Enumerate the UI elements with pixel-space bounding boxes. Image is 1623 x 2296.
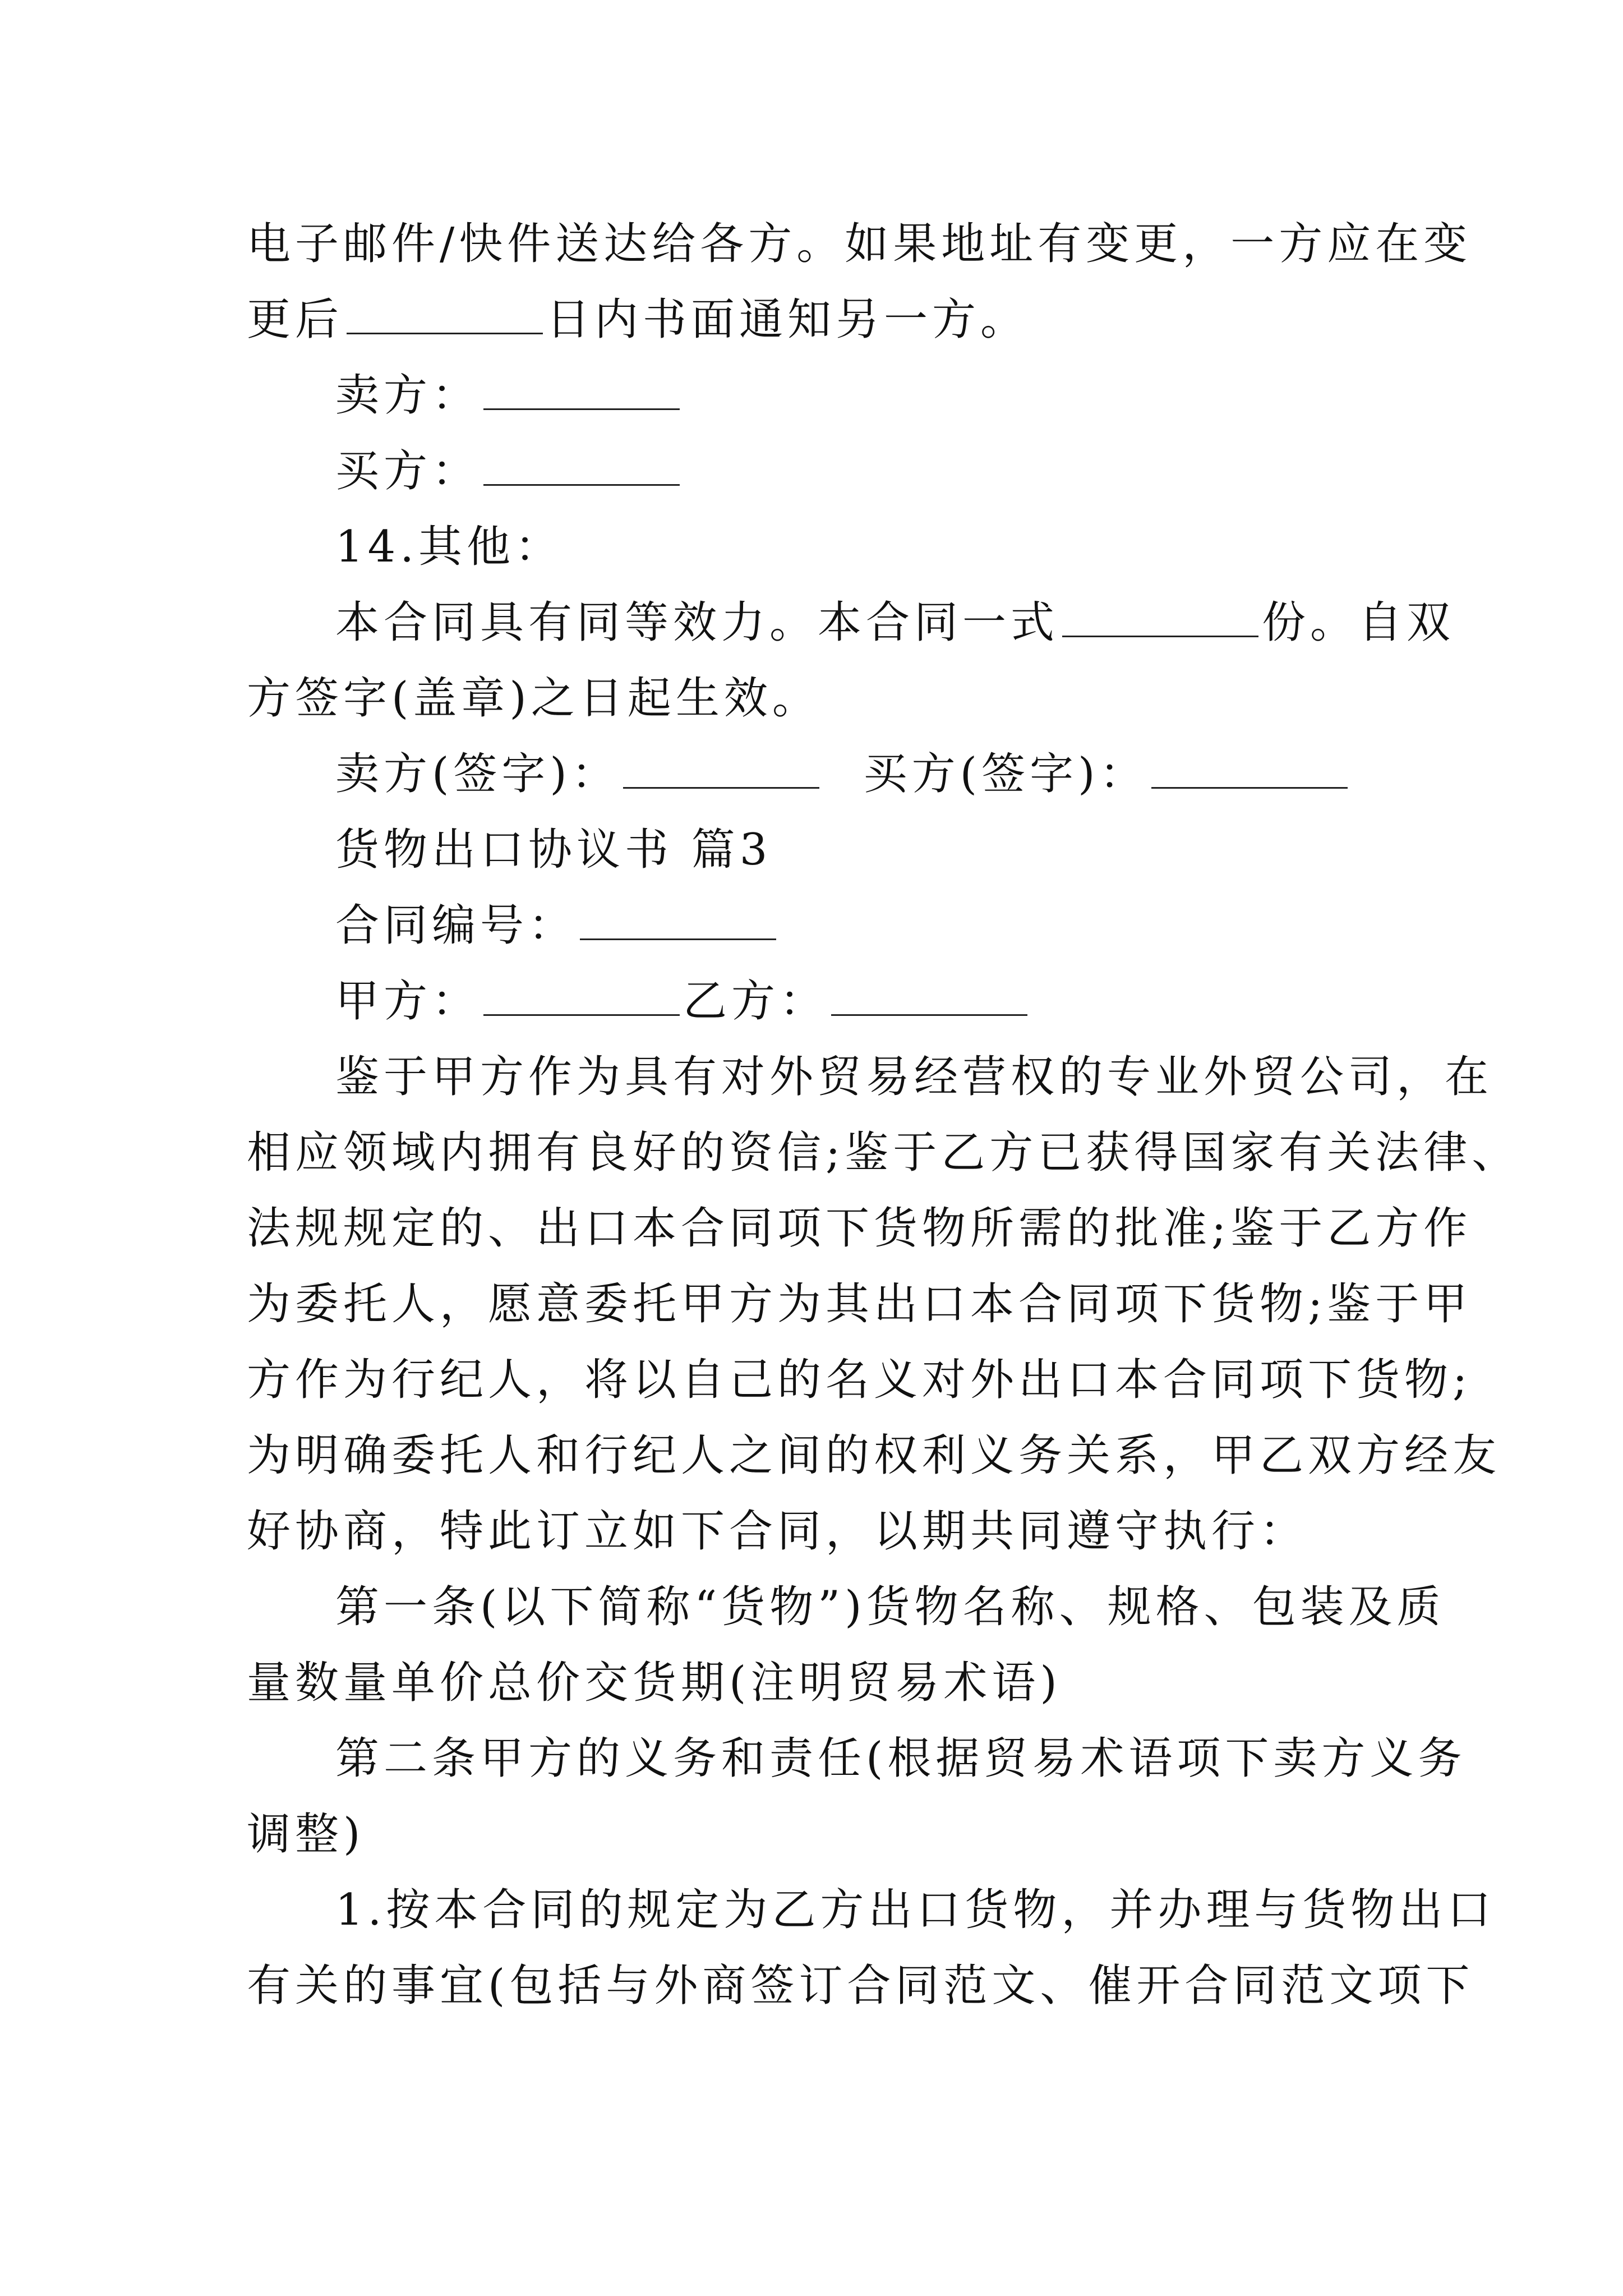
text-fragment: 更后 (247, 295, 344, 345)
text-line: 为委托人，愿意委托甲方为其出口本合同项下货物;鉴于甲 (247, 1279, 1472, 1329)
contract-number-label: 合同编号： (335, 900, 577, 951)
text-line: 鉴于甲方作为具有对外贸易经营权的专业外贸公司，在 (335, 1052, 1493, 1102)
clause-1: 1.按本合同的规定为乙方出口货物，并办理与货物出口 (335, 1885, 1496, 1935)
text-line: 方签字(盖章)之日起生效。 (247, 673, 820, 724)
party-a-label: 甲方： (335, 976, 481, 1027)
contract-number-line (335, 898, 780, 954)
blank-underline (1062, 601, 1258, 637)
text-line: 相应领域内拥有良好的资信;鉴于乙方已获得国家有关法律、 (247, 1128, 1520, 1178)
text-fragment: 本合同具有同等效力。本合同一式 (335, 597, 1059, 648)
text-fragment: 日内书面通知另一方。 (546, 295, 1029, 345)
seller-line (335, 367, 683, 424)
blank-underline (483, 979, 680, 1016)
blank-underline (347, 298, 543, 334)
text-fragment: 份。自双 (1262, 597, 1455, 648)
text-line: 为明确委托人和行纪人之间的权利义务关系，甲乙双方经友 (247, 1430, 1501, 1481)
seller-signature-label: 卖方(签字)： (335, 749, 620, 799)
text-line (335, 595, 1455, 651)
article-2: 第二条甲方的义务和责任(根据贸易术语项下卖方义务 (335, 1733, 1467, 1784)
parties-line (335, 973, 1031, 1029)
article-1: 第一条(以下简称“货物”)货物名称、规格、包装及质 (335, 1582, 1445, 1632)
blank-underline (483, 374, 680, 410)
buyer-label: 买方： (335, 446, 481, 496)
blank-underline (483, 449, 680, 486)
text-line: 有关的事宜(包括与外商签订合同范文、催开合同范文项下 (247, 1961, 1474, 2011)
blank-underline (1151, 752, 1348, 789)
party-b-label: 乙方： (683, 976, 828, 1027)
text-line: 量数量单价总价交货期(注明贸易术语) (247, 1658, 1062, 1708)
text-line: 调整) (247, 1809, 365, 1860)
blank-underline (623, 752, 819, 789)
text-line (247, 292, 1029, 348)
buyer-signature-label: 买方(签字)： (863, 749, 1148, 799)
text-line: 好协商，特此订立如下合同，以期共同遵守执行： (247, 1506, 1308, 1557)
buyer-line (335, 443, 683, 499)
blank-underline (580, 904, 776, 940)
text-line: 方作为行纪人，将以自己的名义对外出口本合同项下货物; (247, 1355, 1472, 1405)
text-line: 法规规定的、出口本合同项下货物所需的批准;鉴于乙方作 (247, 1203, 1472, 1254)
section-heading: 14.其他： (335, 522, 564, 572)
blank-underline (831, 979, 1027, 1016)
signature-line (335, 746, 1351, 802)
seller-label: 卖方： (335, 370, 481, 421)
text-line: 电子邮件/快件送达给各方。如果地址有变更，一方应在变 (247, 219, 1472, 269)
document-title: 货物出口协议书 篇3 (335, 825, 772, 875)
